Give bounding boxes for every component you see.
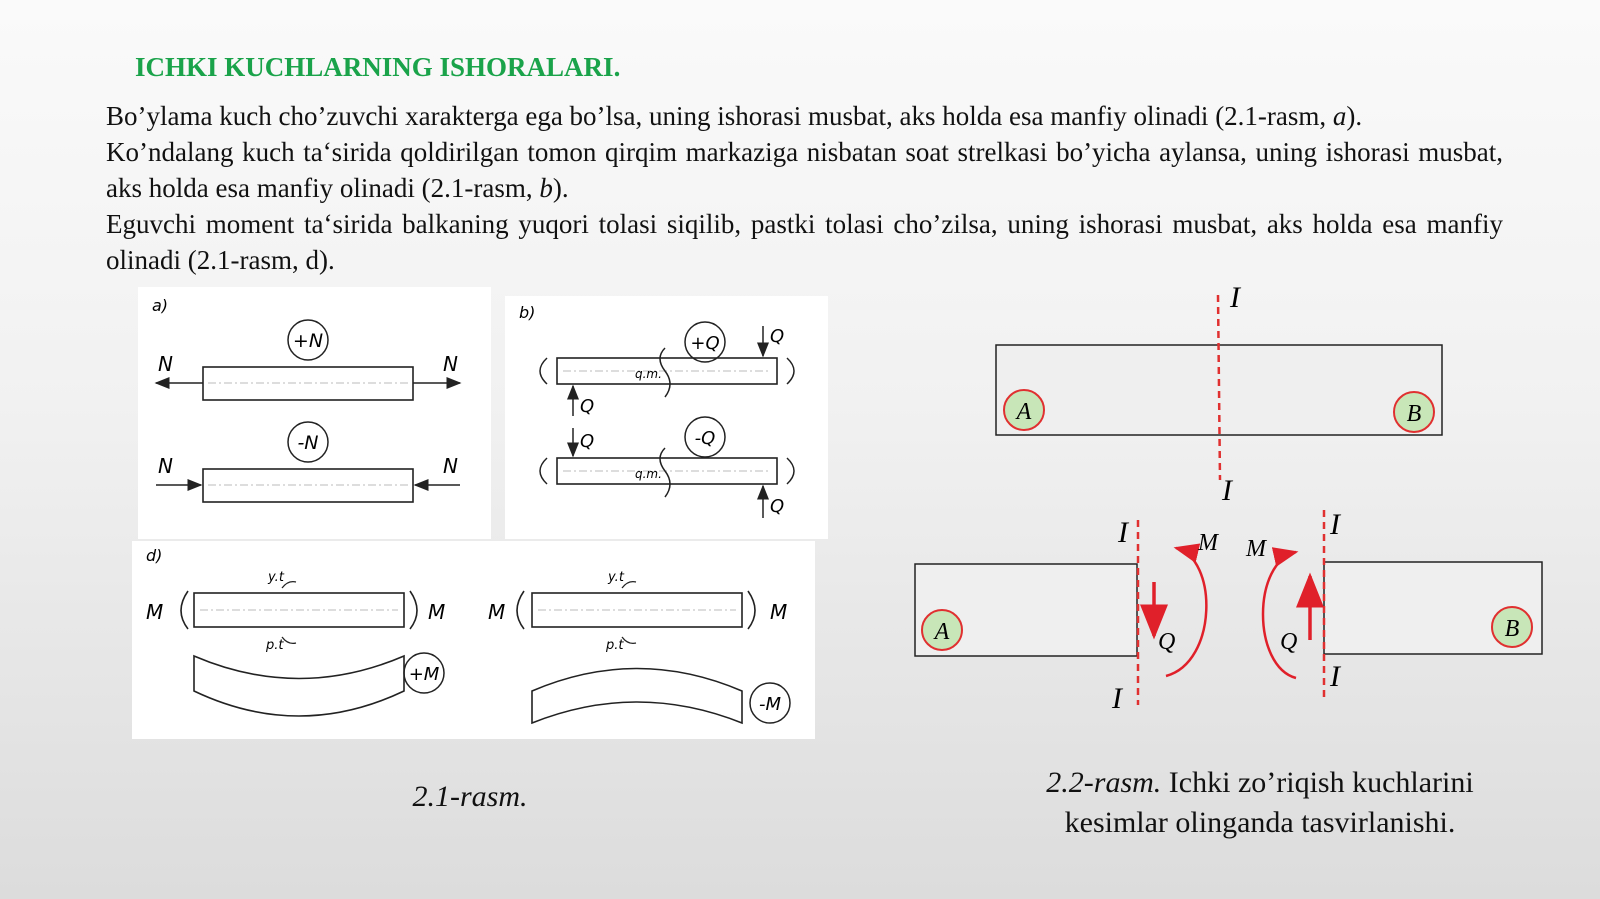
moment-label-m: M (488, 600, 506, 624)
positive-axial-label: +N (292, 330, 324, 352)
negative-shear-label: -Q (694, 428, 716, 449)
moment-label-m: M (1198, 530, 1218, 556)
point-a-label: A (934, 619, 950, 645)
bottom-fiber-label: p.t (606, 638, 624, 653)
top-fiber-label: y.t (268, 570, 284, 585)
shear-label-q: Q (1158, 629, 1176, 655)
section-label-i: I (1330, 508, 1340, 541)
paragraph-shear-force: Ko’ndalang kuch ta‘sirida qoldirilgan tomon qirqim markaziga nisbatan soat strelkasi bo’yicha aylansa, uning ishorasi musbat, aks holda esa manfiy olinadi (2.1-rasm, b). (106, 137, 1503, 203)
figure-panel-d (132, 541, 815, 739)
shear-label-q: Q (580, 431, 595, 452)
force-label-n: N (443, 454, 458, 478)
section-label-i: I (1118, 516, 1128, 549)
hogging-beam-shape (532, 669, 742, 724)
figure-2-1-caption: 2.1-rasm. (412, 780, 528, 813)
moment-label-m: M (428, 600, 446, 624)
force-label-n: N (443, 352, 458, 376)
figure-panel-b (505, 296, 828, 539)
moment-arrow-left (1166, 548, 1206, 676)
point-a-label: A (1016, 399, 1032, 425)
negative-moment-label: -M (758, 694, 782, 715)
section-label-i: I (1330, 660, 1340, 693)
panel-b-label: b) (519, 303, 536, 322)
negative-axial-label: -N (297, 432, 319, 454)
paragraph-bending-moment: Eguvchi moment ta‘sirida balkaning yuqori tolasi siqilib, pastki tolasi cho’zilsa, uning ishorasi musbat, aks holda esa manfiy olinadi (2.1-rasm, d). (106, 209, 1503, 275)
panel-a-label: a) (152, 296, 169, 315)
point-b-label: B (1504, 616, 1520, 642)
sagging-beam-shape (194, 656, 404, 716)
bottom-fiber-label: p.t (266, 638, 284, 653)
shear-label-q: Q (770, 496, 785, 517)
moment-label-m: M (1246, 536, 1266, 562)
shear-label-q: Q (1280, 629, 1298, 655)
moment-label-m: M (770, 600, 788, 624)
moment-arrow-right (1263, 552, 1296, 678)
force-label-n: N (158, 454, 173, 478)
section-label-i: I (1222, 474, 1232, 507)
shear-label-q: Q (770, 326, 785, 347)
point-b-label: B (1406, 401, 1422, 427)
force-label-n: N (158, 352, 173, 376)
top-fiber-label: y.t (608, 570, 624, 585)
paragraph-axial-force: Bo’ylama kuch cho’zuvchi xarakterga ega bo’lsa, uning ishorasi musbat, aks holda esa manfiy olinadi (2.1-rasm, a). (106, 101, 1363, 131)
figure-2-2 (900, 280, 1600, 730)
figure-panel-a (138, 287, 491, 539)
panel-d-label: d) (146, 546, 163, 565)
figure-2-2-caption: 2.2-rasm. Ichki zo’riqish kuchlarini kesimlar olinganda tasvirlanishi. (1046, 766, 1474, 839)
center-label: q.m. (635, 467, 662, 481)
positive-shear-label: +Q (690, 333, 720, 354)
page-title: ICHKI KUCHLARNING ISHORALARI. (135, 52, 621, 82)
section-label-i: I (1230, 281, 1240, 314)
positive-moment-label: +M (408, 664, 440, 685)
shear-label-q: Q (580, 396, 595, 417)
center-label: q.m. (635, 367, 662, 381)
moment-label-m: M (146, 600, 164, 624)
section-label-i: I (1112, 682, 1122, 715)
